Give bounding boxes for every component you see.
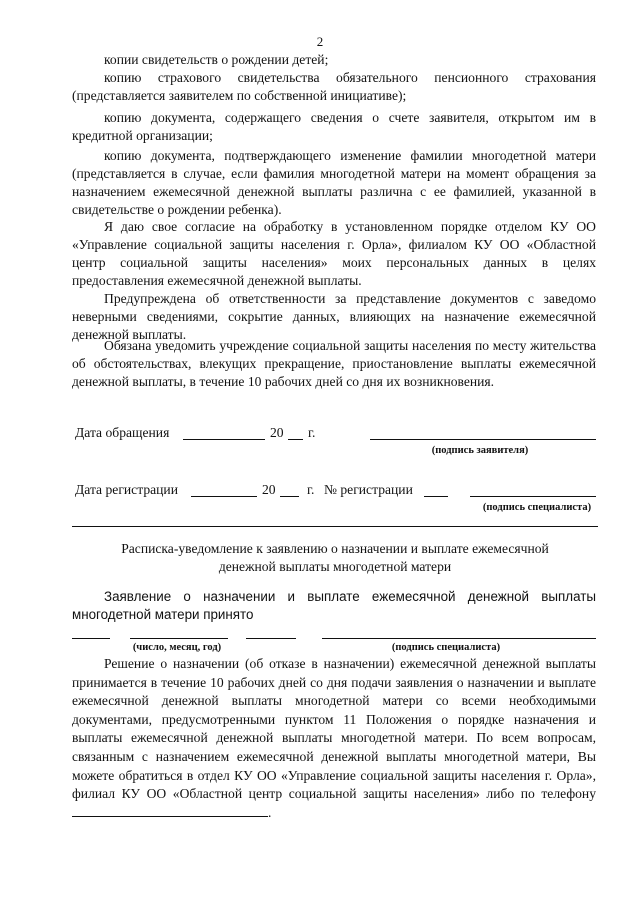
separator-line [72,526,598,527]
appeal-year-blank[interactable] [288,439,303,440]
decision-text: Решение о назначении (об отказе в назначении) ежемесячной денежной выплаты принимается в течение 10 рабочих дней со дня подачи заявления о назначении и выплате ежемесячной денежной выплаты многодетной матери со всеми необходимыми документами, предусмотренными пунктом 11 Положения о порядке назначения и выплаты ежемесячной денежной выплаты многодетной матери. По всем вопросам, связанным с назначением ежемесячной денежной выплаты многодетной матери, Вы можете обратиться в отдел КУ ОО «Управление социальной защиты населения г. Орла», филиал КУ ОО «Областной центр социальной защиты населения» либо по телефону [72,656,596,802]
registration-number-label: № регистрации [324,482,413,497]
paragraph-insurance-certificate: копию страхового свидетельства обязательного пенсионного страхования (представляется заявителем по собственной инициативе); [72,70,596,103]
receipt-date-blank[interactable] [130,638,228,639]
applicant-signature-caption: (подпись заявителя) [431,445,529,456]
decision-paragraph [72,655,596,822]
date-caption: (число, месяц, год) [132,642,222,653]
receipt-title-line1: Расписка-уведомление к заявлению о назначении и выплате ежемесячной [121,541,549,556]
paragraph-consent: Я даю свое согласие на обработку в установленном порядке отделом КУ ОО «Управление социальной защиты населения г. Орла», филиалом КУ ОО «Областной центр социальной защиты населения» моих персональных данных в целях предоставления ежемесячной денежной выплаты. [72,219,596,288]
specialist-signature-blank[interactable] [470,496,596,497]
paragraph-bank-account: копию документа, содержащего сведения о счете заявителя, открытом им в кредитной организации; [72,110,596,143]
receipt-specialist-caption: (подпись специалиста) [391,642,501,653]
specialist-signature-caption: (подпись специалиста) [482,502,592,513]
phone-end: . [268,804,272,820]
receipt-blank-1[interactable] [72,638,110,639]
phone-blank[interactable] [72,805,268,817]
application-accepted-text: Заявление о назначении и выплате ежемесячной денежной выплаты многодетной матери принято [72,589,596,622]
registration-date-blank[interactable] [191,496,257,497]
registration-number-blank[interactable] [424,496,448,497]
paragraph-surname-change: копию документа, подтверждающего изменение фамилии многодетной матери (представляется в случае, если фамилия многодетной матери на момент обращения за назначением ежемесячной денежной выплаты различна с ее фамилией, указанной в свидетельстве о рождении ребенка). [72,148,596,217]
appeal-year-suffix: г. [308,425,316,440]
paragraph-responsibility: Предупреждена об ответственности за представление документов с заведомо неверными сведениями, сокрытие данных, влияющих на назначение ежемесячной денежной выплаты. [72,291,596,342]
receipt-blank-2[interactable] [246,638,296,639]
appeal-date-label: Дата обращения [75,425,170,440]
paragraph-birth-certificates: копии свидетельств о рождении детей; [104,52,329,67]
appeal-year-prefix: 20 [270,425,284,440]
applicant-signature-blank[interactable] [370,439,596,440]
receipt-signature-blank[interactable] [322,638,596,639]
registration-year-blank[interactable] [280,496,299,497]
paragraph-obligation: Обязана уведомить учреждение социальной защиты населения по месту жительства об обстоятельствах, влекущих прекращение, приостановление выплаты ежемесячной денежной выплаты, в течение 10 рабочих дней со дня их возникновения. [72,338,596,389]
registration-year-prefix: 20 [262,482,276,497]
registration-year-suffix: г. [307,482,315,497]
receipt-title-line2: денежной выплаты многодетной матери [218,559,452,574]
registration-date-label: Дата регистрации [75,482,178,497]
page-number: 2 [316,34,324,49]
appeal-date-blank[interactable] [183,439,265,440]
